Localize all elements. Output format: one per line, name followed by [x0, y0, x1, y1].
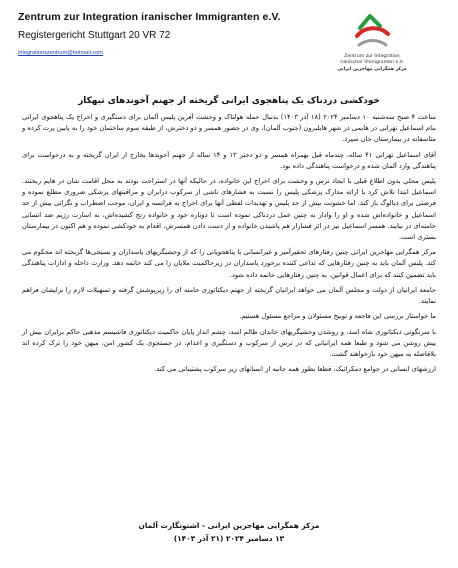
paragraph: ما خواستار بررسی این فاجعه و توبیخ مسئولان و مراجع مسئول هستیم.: [239, 312, 436, 321]
logo-gray-arc: [359, 41, 386, 46]
logo-caption-de-1: Zentrum zur Integration: [344, 54, 400, 59]
article-title: خودکشی دردناک یک پناهجوی ایرانی گریخته از جهنم آخوندهای تبهکار: [78, 96, 380, 106]
signature-block: [20, 519, 438, 545]
paragraph: پلیس محلی بدون اطلاع قبلی با ایجاد ترس و وحشت برای اخراج این خانواده، در حالیکه آنها در استراحت بودند به محل اقامت شان در هایم ریختند. اسماعیل ابتدا تلاش کرد با ارائه مدارک پزشکی پلیس را نسبت به فشارهای ناشی از سرکوب درایران و مراقبتهای پزشکی ضروری مطلع نموده و فرصتی برای دیالوگ باز کند. اما خشونت بیش از حد پلیس و تهدیدات لفظی آنها برای اخراج به فرانسه و ایران، موجب اضطراب و نگرانی بیش از حد اسماعیل و خانواده‌اش شده و او را وادار به چنین عمل دردناکی نموده است تا دوباره خود و خانواده رنج کشیده‌اش، به اسارت رژیم ضد انسانی خامنه‌ای در نیایند. همسر اسماعیل نیز در اثر فشاراز هم پاشیدن خانواده و از دست دادن همسرش، اقدام به خودکشی نموده و هم اکنون در بیمارستان بستری است.: [22, 177, 436, 241]
registration-number: Registergericht Stuttgart 20 VR 72: [18, 30, 171, 41]
signature-organization: مرکز همگرایی مهاجرین ایرانی - اشتوتگارت آلمان: [138, 521, 320, 530]
paragraph: مرکز همگرایی مهاجرین ایرانی چنین رفتارهای تحقیرآمیز و غیرانسانی با پناهجویانی را که از وحشیگریهای پاسداران و بسیجی‌ها گریخته اند محکوم می کند. پلیس آلمان باید به چنین رفتارهایی که تداعی کننده برخورد پاسداران در زیرحاکمیت ملایان را می کند خاتمه دهد. وزارت داخله و ادارات پناهندگی باید تضمین کنند که برای اعمال قوانین، به چنین رفتارهایی خاتمه داده شود.: [22, 248, 436, 279]
signature-date: ۱۳ دسامبر ۲۰۲۴ (۲۱ آذر ۱۴۰۳): [173, 534, 285, 543]
logo-green-stroke: [360, 16, 380, 28]
paragraph: ارزشهای انسانی در جوامع دمکراتیک، قطعا بطور همه جانبه از انسانهای زیر سرکوب پشتیبانی می کند.: [154, 365, 436, 374]
paragraph: با سرنگونی دیکتاتوری شاه اسد، و روشدن وحشیگریهای خاندان ظالم اسد، چشم انداز پایان حاکمیت دیکتاتوری فاشیسم مذهبی حاکم برایران بیش از پیش روشن می شود و طبعا همه ایرانیانی که در ترس از سرکوب و دستگیری و اعدام، در جستجوی یک کشور امن، میهن خود را ترک کرده اند بلافاصله به میهن خود بازخواهند گشت.: [22, 327, 436, 359]
email-link[interactable]: integrationszentrum@hotmail.com: [18, 50, 103, 56]
logo-red-arc: [357, 28, 388, 36]
logo-caption: [324, 54, 420, 73]
organization-name: Zentrum zur Integration iranischer Immigranten e.V.: [18, 11, 281, 23]
letterhead: [0, 0, 458, 80]
logo-caption-fa: مرکز همگرایی مهاجرین ایرانی: [337, 66, 407, 72]
organization-logo: [324, 14, 420, 76]
logo-caption-de-2: iranischer Immigranten e.V.: [340, 60, 404, 66]
logo-mark-icon: [350, 14, 394, 54]
paragraph: جامعه ایرانیان از دولت و مجلس آلمان می خواهد ایرانیان گریخته از جهنم دیکتاتوری خامنه ای را زیرپوشش گرفته و تسهیلات لازم را برایشان فراهم نمایند.: [22, 285, 436, 306]
paragraph: ساعت ۴ صبح سه‌شنبه ۱۰ دسامبر ۲۰۲۴ (۱۸ آذر ۱۴۰۳) بدنبال حمله هولناک و وحشت آفرین پلیس آلمان برای دستگیری و اخراج یک پناهجوی ایرانی بنام اسماعیل تهرانی در هایمی در شهر هایلبرون (جنوب آلمان)، وی در حضور همسر و دو دخترش، از طبقه سوم ساختمان خود را به پایین پرت کرده و متاسفانه در بیمارستان جان سپرد.: [22, 113, 436, 144]
article-body: [22, 112, 436, 380]
paragraph: آقای اسماعیل تهرانی ۴۱ ساله، چندماه قبل بهمراه همسر و دو دختر ۱۳ و ۱۴ ساله از جهنم آخوندها بخارج از ایران گریخته و به درخواست برای پناهندگی وارد آلمان شده و درخواست پناهندگی داده بود.: [22, 150, 436, 170]
